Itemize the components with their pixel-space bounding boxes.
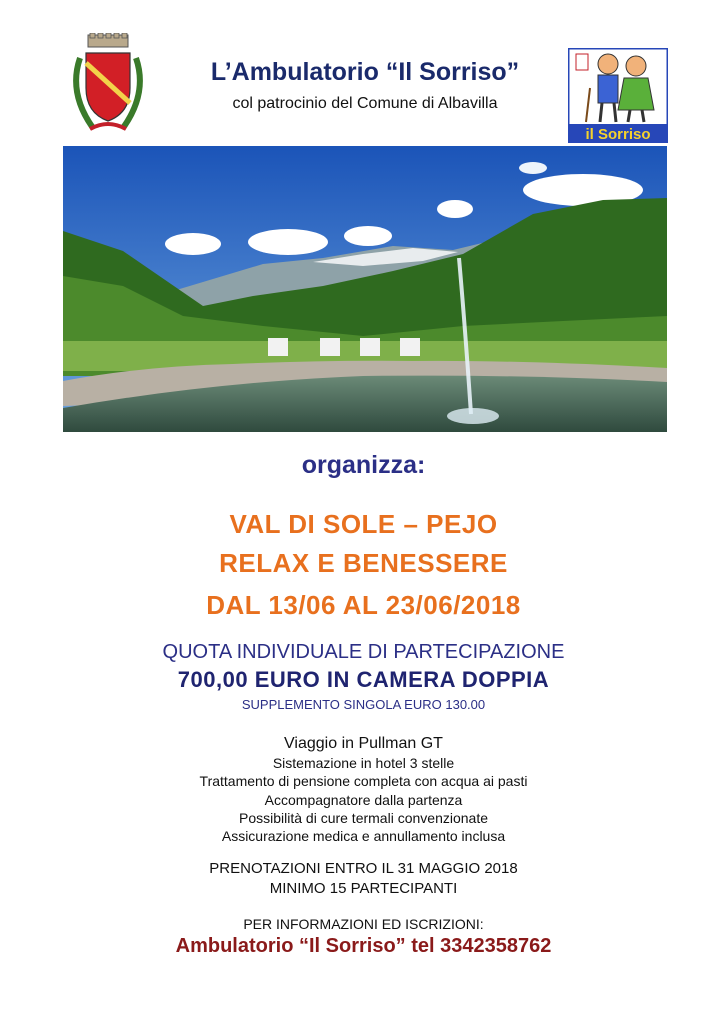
travel-text: Viaggio in Pullman GT [284,735,443,752]
destination-heading: VAL DI SOLE – PEJO [229,509,498,539]
page-subtitle: col patrocinio del Comune di Albavilla [232,95,498,112]
detail-item: Assicurazione medica e annullamento inclusa [221,828,506,844]
detail-item: Possibilità di cure termali convenzionate [238,810,488,826]
il-sorriso-logo-icon [568,48,668,143]
contact-text: Ambulatorio “Il Sorriso” tel 3342358762 [175,935,552,957]
detail-item: Trattamento di pensione completa con acqua ai pasti [199,773,528,789]
detail-item: Accompagnatore dalla partenza [264,792,463,808]
landscape-photo [63,146,667,432]
quota-label: QUOTA INDIVIDUALE DI PARTECIPAZIONE [162,641,565,663]
supplement-text: SUPPLEMENTO SINGOLA EURO 130.00 [241,697,486,712]
info-label: PER INFORMAZIONI ED ISCRIZIONI: [243,916,484,932]
price-text: 700,00 EURO IN CAMERA DOPPIA [177,667,550,692]
dates-heading: DAL 13/06 AL 23/06/2018 [206,590,521,620]
coat-of-arms-icon [68,33,148,138]
minimum-participants: MINIMO 15 PARTECIPANTI [269,880,458,897]
booking-deadline: PRENOTAZIONI ENTRO IL 31 MAGGIO 2018 [209,860,518,877]
theme-heading: RELAX E BENESSERE [219,548,508,578]
organizza-heading: organizza: [301,451,426,479]
logo-text: il Sorriso [585,126,651,143]
page-title: L’Ambulatorio “Il Sorriso” [210,58,520,86]
detail-item: Sistemazione in hotel 3 stelle [272,755,455,771]
